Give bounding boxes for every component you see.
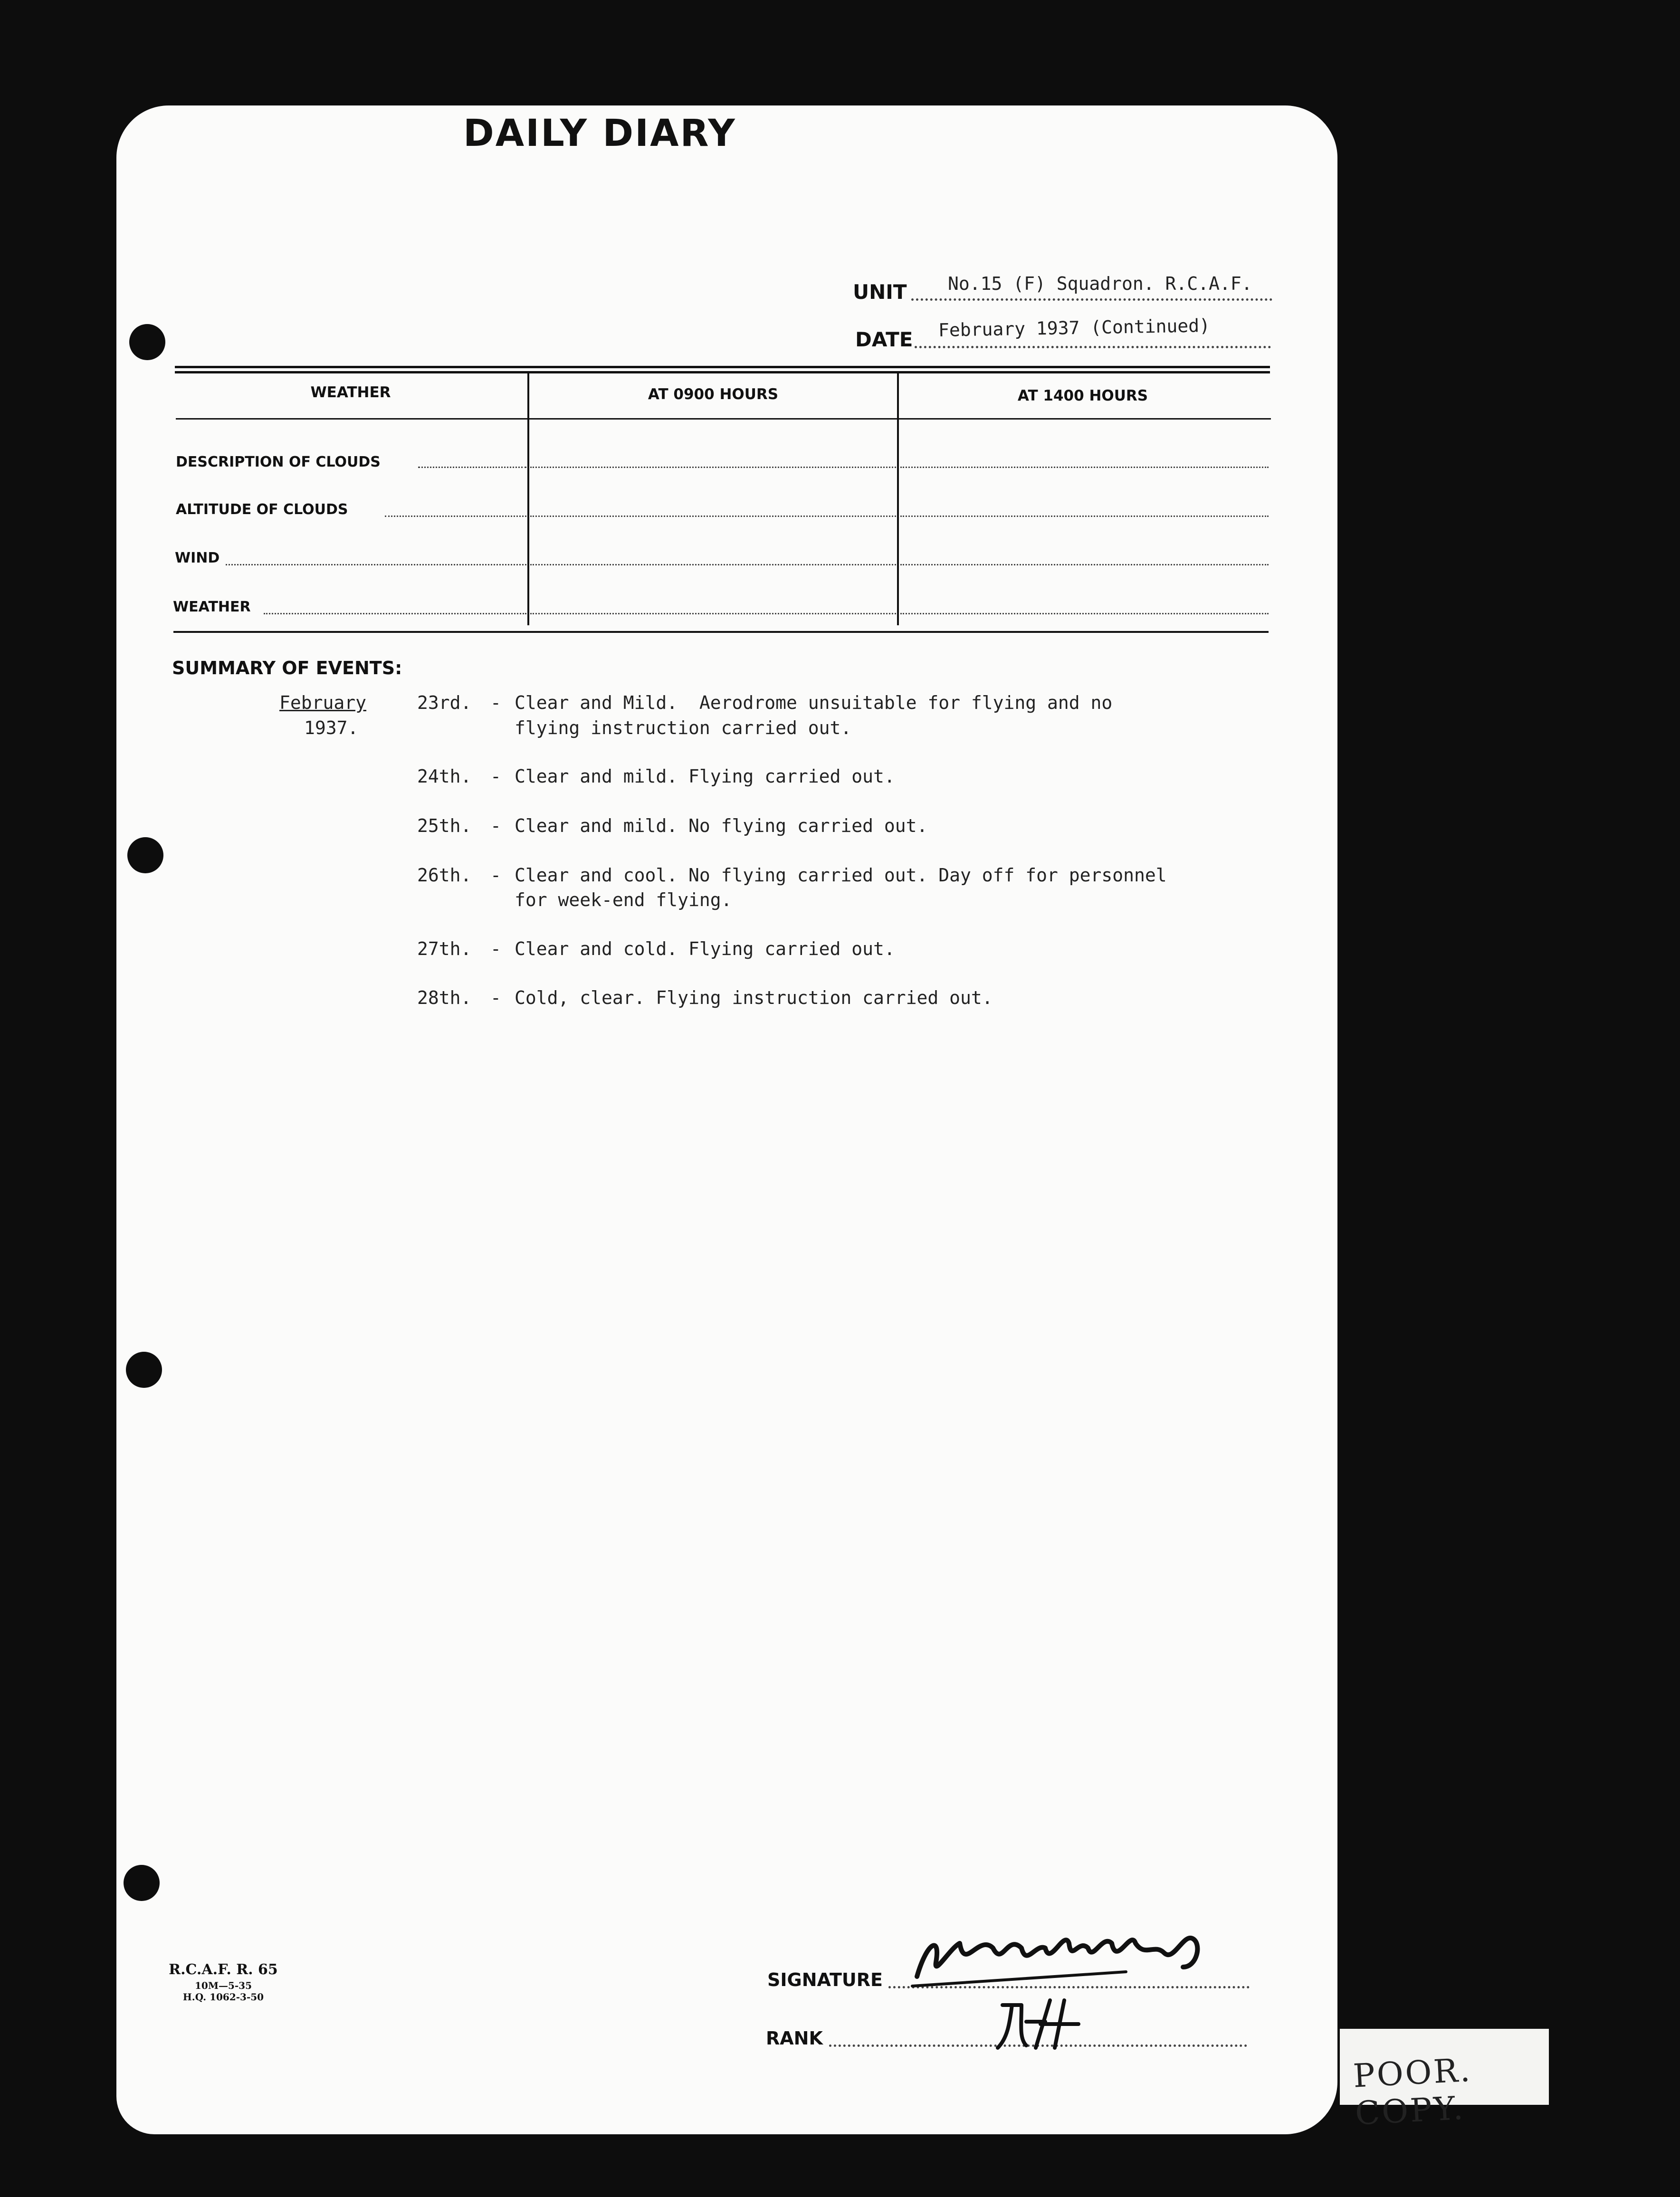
row-line: [900, 516, 1269, 517]
row-line: [530, 564, 896, 565]
row-label-wind: WIND: [175, 550, 220, 566]
row-line: [530, 516, 896, 517]
binder-hole: [124, 1865, 160, 1901]
entry-dash: -: [490, 815, 501, 836]
stamp-text: POOR. COPY.: [1352, 2051, 1473, 2133]
row-line: [900, 613, 1269, 614]
header-rule: [175, 366, 1270, 368]
entry-day: 27th.: [417, 938, 472, 959]
entry-dash: -: [490, 766, 501, 787]
handwritten-signature: [907, 1915, 1240, 1991]
summary-title: SUMMARY OF EVENTS:: [172, 658, 402, 678]
binder-hole: [127, 837, 163, 873]
diary-page: [116, 105, 1337, 2134]
binder-hole: [126, 1352, 162, 1388]
entry-text: Clear and cold. Flying carried out.: [515, 938, 895, 959]
row-line: [418, 467, 526, 468]
poor-copy-stamp: [1340, 2029, 1549, 2133]
entry-dash: -: [490, 692, 501, 713]
entry-text: Clear and mild. No flying carried out.: [515, 815, 928, 836]
entry-dash: -: [490, 987, 501, 1008]
entry-day: 26th.: [417, 865, 472, 886]
row-label-altitude-of-clouds: ALTITUDE OF CLOUDS: [176, 501, 348, 518]
column-header-1400: AT 1400 HOURS: [1017, 387, 1148, 404]
entry-dash: -: [490, 938, 501, 959]
row-line: [226, 564, 526, 565]
entry-day: 28th.: [417, 987, 472, 1008]
date-value: February 1937 (Continued): [938, 315, 1211, 341]
row-line: [900, 564, 1269, 565]
binder-hole: [129, 324, 165, 360]
unit-label: UNIT: [853, 280, 907, 304]
entry-day: 23rd.: [417, 692, 472, 713]
summary-month: February: [279, 692, 367, 713]
signature-label: SIGNATURE: [767, 1969, 883, 1990]
entry-day: 24th.: [417, 766, 472, 787]
form-code-main: R.C.A.F. R. 65: [169, 1961, 278, 1978]
entry-text: flying instruction carried out.: [515, 717, 852, 738]
signature-mark: [907, 1915, 1240, 1991]
form-code-sub1: 10M—5-35: [194, 1980, 252, 1991]
column-header-weather: WEATHER: [310, 384, 391, 401]
form-code-sub2: H.Q. 1062-3-50: [182, 1991, 264, 2003]
row-label-description-of-clouds: DESCRIPTION OF CLOUDS: [176, 454, 381, 470]
column-divider: [527, 373, 529, 625]
rank-mark: [988, 1996, 1102, 2053]
unit-line: [911, 298, 1272, 301]
row-line: [264, 613, 526, 614]
entry-text: Clear and cool. No flying carried out. Day off for personnel: [515, 865, 1167, 886]
date-line: [915, 346, 1271, 348]
row-label-weather: WEATHER: [173, 599, 251, 615]
row-line: [385, 516, 526, 517]
entry-text: for week-end flying.: [515, 889, 732, 910]
summary-year: 1937.: [304, 717, 359, 738]
form-code: [157, 1961, 290, 2003]
entry-dash: -: [490, 865, 501, 886]
page-title: DAILY DIARY: [463, 112, 736, 155]
date-label: DATE: [855, 328, 913, 351]
entry-text: Clear and mild. Flying carried out.: [515, 766, 895, 787]
header-rule: [175, 371, 1270, 373]
row-line: [530, 467, 896, 468]
rank-label: RANK: [766, 2028, 823, 2049]
row-line: [530, 613, 896, 614]
column-divider: [897, 373, 899, 625]
table-rule: [176, 418, 1271, 420]
unit-value: No.15 (F) Squadron. R.C.A.F.: [948, 273, 1252, 294]
column-header-0900: AT 0900 HOURS: [648, 386, 779, 403]
row-line: [900, 467, 1269, 468]
entry-text: Cold, clear. Flying instruction carried out.: [515, 987, 993, 1008]
entry-day: 25th.: [417, 815, 472, 836]
table-bottom-rule: [173, 631, 1269, 633]
entry-text: Clear and Mild. Aerodrome unsuitable for flying and no: [515, 692, 1113, 713]
handwritten-rank: [988, 1996, 1102, 2053]
